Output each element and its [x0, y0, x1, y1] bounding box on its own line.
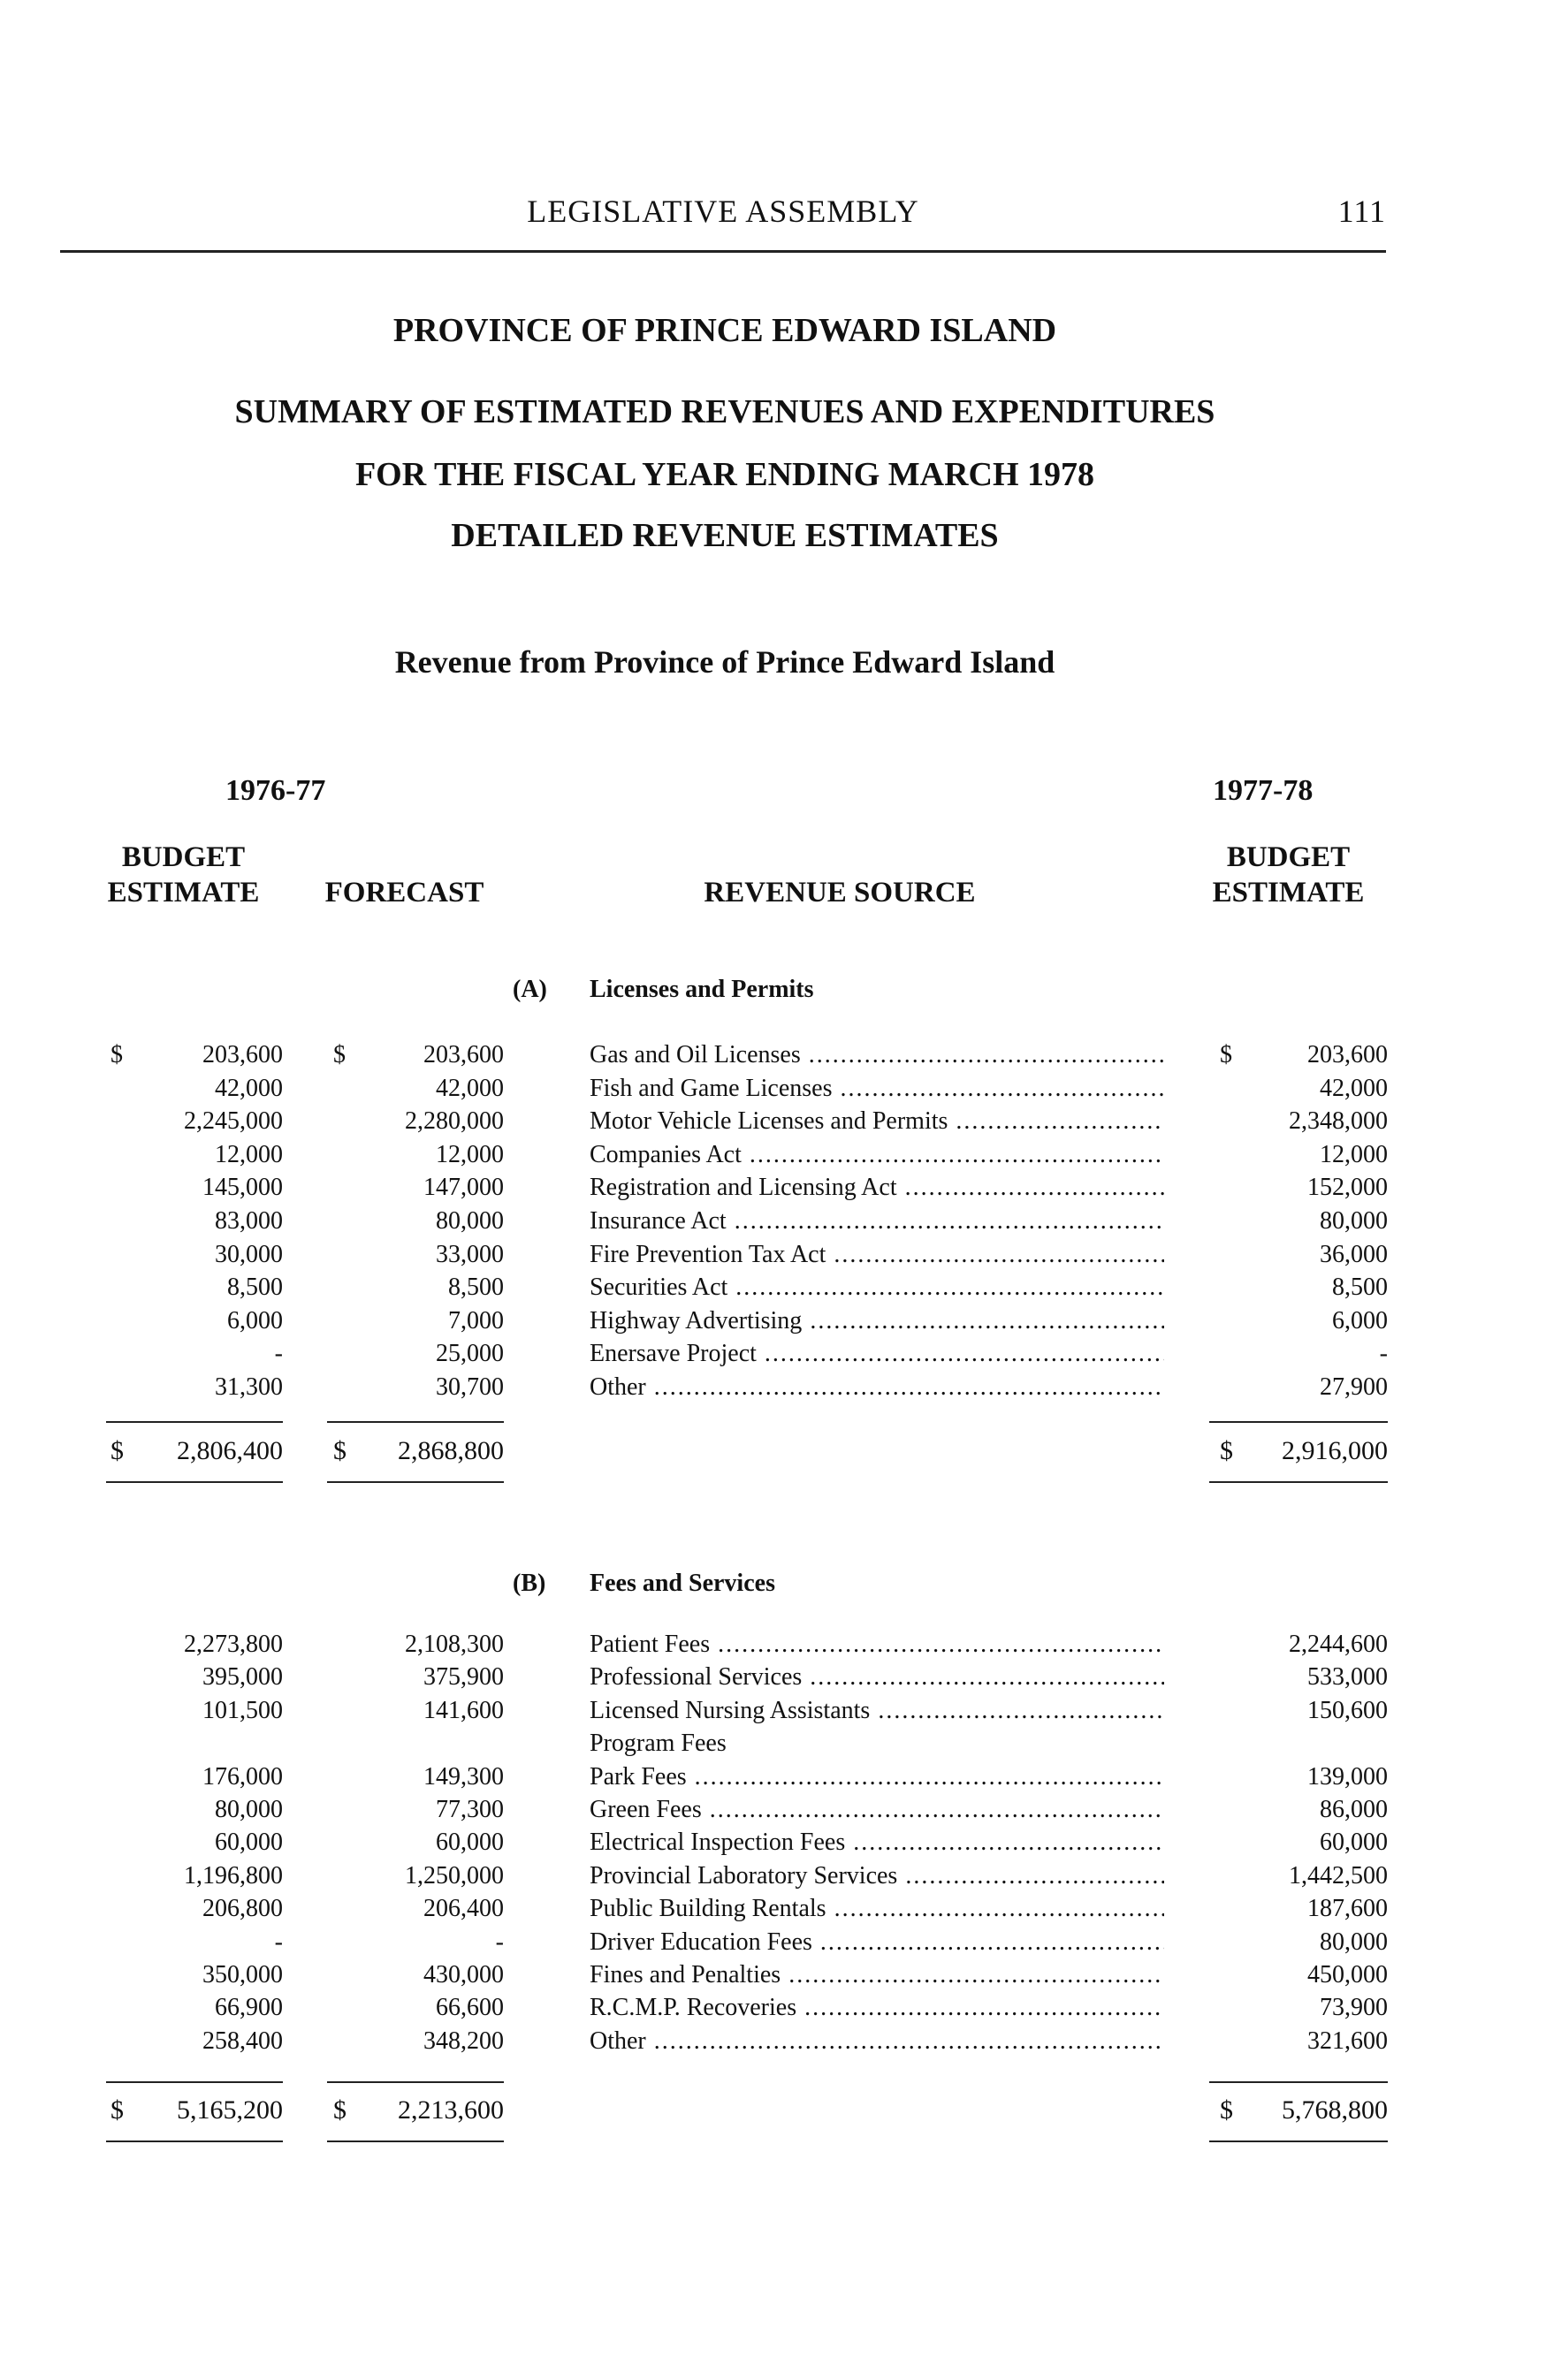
rule-above-total: [327, 1421, 504, 1423]
budget-1977-cell: 187,600: [1307, 1895, 1388, 1923]
section-b-title: Fees and Services: [590, 1570, 775, 1597]
budget-1977-cell: 73,900: [1320, 1994, 1388, 2022]
budget-1976-cell: 395,000: [202, 1663, 283, 1692]
revenue-source-cell: Other .....: [590, 2025, 1164, 2057]
table-row: [0, 1826, 1546, 1859]
table-row: [0, 1371, 1546, 1403]
budget-1976-cell: 350,000: [202, 1961, 283, 1988]
table-row: [0, 1628, 1546, 1661]
budget-1977-cell: -: [1379, 1340, 1388, 1368]
page-number: 111: [1337, 194, 1386, 229]
budget-1976-cell: 203,600: [202, 1041, 283, 1068]
revenue-source-cell: Driver Education Fees .....: [590, 1926, 1164, 1958]
forecast-1976-cell: 206,400: [423, 1895, 504, 1923]
rule-below-total: [106, 2140, 283, 2142]
revenue-source-cell: Green Fees .....: [590, 1793, 1164, 1826]
revenue-source-cell: Highway Advertising .....: [590, 1304, 1164, 1337]
revenue-source-cell: Licensed Nursing Assistants .....: [590, 1694, 1164, 1727]
title-line-1: PROVINCE OF PRINCE EDWARD ISLAND: [392, 312, 1057, 349]
table-row: [0, 1072, 1546, 1105]
revenue-source-cell: Professional Services .....: [590, 1661, 1164, 1693]
rule-below-total: [327, 1481, 504, 1483]
revenue-source-cell: R.C.M.P. Recoveries .....: [590, 1991, 1164, 2024]
table-row: [0, 1793, 1546, 1826]
budget-1977-cell: 86,000: [1320, 1796, 1388, 1823]
table-row: [0, 1205, 1546, 1237]
revenue-source-cell: Enersave Project .....: [590, 1337, 1164, 1370]
table-row: [0, 1271, 1546, 1304]
table-row: [0, 1958, 1546, 1991]
budget-1976-cell: 66,900: [215, 1994, 283, 2022]
forecast-1976-cell: 1,250,000: [405, 1861, 504, 1890]
subtitle: Revenue from Province of Prince Edward Island: [394, 644, 1055, 680]
budget-1977-cell: 450,000: [1307, 1961, 1388, 1988]
budget-1977-cell: 152,000: [1307, 1174, 1388, 1202]
budget-1977-cell: 2,348,000: [1289, 1107, 1388, 1136]
header-estimate-word: ESTIMATE: [107, 877, 260, 909]
forecast-1976-cell: 60,000: [436, 1829, 504, 1857]
budget-1977-cell: 36,000: [1320, 1240, 1388, 1268]
table-row: [0, 1661, 1546, 1693]
revenue-source-cell: Companies Act .....: [590, 1138, 1164, 1171]
budget-1976-cell: 6,000: [227, 1306, 283, 1334]
forecast-1976-cell: 141,600: [423, 1696, 504, 1724]
budget-1977-cell: 150,600: [1307, 1696, 1388, 1724]
budget-1976-cell: 12,000: [215, 1140, 283, 1168]
budget-1977-cell: 6,000: [1332, 1306, 1388, 1334]
header-forecast: FORECAST: [324, 877, 484, 909]
forecast-1976-cell: -: [495, 1928, 504, 1956]
budget-1976-cell: 2,245,000: [184, 1107, 283, 1136]
revenue-source-cell: Public Building Rentals .....: [590, 1892, 1164, 1925]
section-a-total-row: [0, 1433, 1546, 1469]
header-budget-word: BUDGET: [121, 841, 246, 873]
dollar-sign: $: [333, 2095, 347, 2125]
title-line-2: SUMMARY OF ESTIMATED REVENUES AND EXPENDITURES: [234, 393, 1215, 430]
forecast-1976-cell: 348,200: [423, 2026, 504, 2055]
rule-above-total: [106, 2081, 283, 2083]
rule-below-total: [327, 2140, 504, 2142]
revenue-source-cell: Fish and Game Licenses .....: [590, 1072, 1164, 1105]
forecast-1976-cell: 2,108,300: [405, 1631, 504, 1658]
revenue-source-cell: Insurance Act .....: [590, 1205, 1164, 1237]
section-b-label: (B): [513, 1570, 546, 1597]
dollar-sign: $: [1220, 1436, 1233, 1465]
revenue-source-cell: Fines and Penalties .....: [590, 1958, 1164, 1991]
forecast-1976-cell: 7,000: [448, 1306, 504, 1334]
revenue-source-cell: Program Fees: [590, 1730, 727, 1758]
budget-1976-cell: 60,000: [215, 1829, 283, 1857]
table-row: [0, 1760, 1546, 1793]
forecast-1976-cell: 147,000: [423, 1174, 504, 1202]
table-row: [0, 1138, 1546, 1171]
title-line-3: FOR THE FISCAL YEAR ENDING MARCH 1978: [354, 456, 1095, 493]
revenue-source-cell: Gas and Oil Licenses .....: [590, 1038, 1164, 1071]
section-a-title: Licenses and Permits: [590, 976, 814, 1003]
table-row: [0, 1694, 1546, 1727]
dollar-sign: $: [1220, 2095, 1233, 2125]
budget-1977-cell: 8,500: [1332, 1274, 1388, 1302]
table-row: [0, 1038, 1546, 1071]
section-b-total-row: [0, 2093, 1546, 2128]
table-row: [0, 1304, 1546, 1337]
revenue-source-cell: Other .....: [590, 1371, 1164, 1403]
forecast-1976-cell: 42,000: [436, 1074, 504, 1102]
budget-1976-cell: -: [274, 1928, 283, 1956]
revenue-source-cell: Securities Act .....: [590, 1271, 1164, 1304]
dollar-sign: $: [110, 1041, 123, 1068]
header-budget-estimate-1976: [88, 840, 278, 910]
forecast-1976-cell: 80,000: [436, 1207, 504, 1235]
total-budget-1977: 2,916,000: [1282, 1436, 1388, 1465]
table-row: [0, 1105, 1546, 1137]
total-forecast-1976: 2,213,600: [398, 2095, 504, 2125]
budget-1976-cell: 80,000: [215, 1796, 283, 1823]
revenue-source-cell: Fire Prevention Tax Act .....: [590, 1238, 1164, 1271]
forecast-1976-cell: 77,300: [436, 1796, 504, 1823]
budget-1976-cell: 8,500: [227, 1274, 283, 1302]
table-row: [0, 1991, 1546, 2024]
budget-1976-cell: 101,500: [202, 1696, 283, 1724]
budget-1976-cell: 258,400: [202, 2026, 283, 2055]
running-head: [60, 193, 1386, 237]
table-row: [0, 1892, 1546, 1925]
header-budget-estimate-1977: [1189, 840, 1388, 910]
budget-1976-cell: 176,000: [202, 1762, 283, 1791]
rule-below-total: [1209, 1481, 1388, 1483]
total-forecast-1976: 2,868,800: [398, 1436, 504, 1465]
year-current: 1977-78: [1213, 774, 1314, 807]
year-prior: 1976-77: [225, 774, 326, 807]
dollar-sign: $: [110, 1436, 124, 1465]
header-rule: [60, 250, 1386, 253]
table-row: [0, 1171, 1546, 1204]
budget-1977-cell: 27,900: [1320, 1373, 1388, 1401]
running-head-title: LEGISLATIVE ASSEMBLY: [527, 194, 919, 229]
revenue-source-cell: Park Fees .....: [590, 1760, 1164, 1793]
budget-1977-cell: 533,000: [1307, 1663, 1388, 1692]
budget-1976-cell: 83,000: [215, 1207, 283, 1235]
revenue-source-cell: Electrical Inspection Fees .....: [590, 1826, 1164, 1859]
rule-above-total: [1209, 2081, 1388, 2083]
rule-above-total: [106, 1421, 283, 1423]
title-line-4: DETAILED REVENUE ESTIMATES: [451, 517, 999, 554]
forecast-1976-cell: 430,000: [423, 1961, 504, 1988]
table-row: [0, 1238, 1546, 1271]
rule-above-total: [327, 2081, 504, 2083]
budget-1977-cell: 60,000: [1320, 1829, 1388, 1857]
budget-1977-cell: 139,000: [1307, 1762, 1388, 1791]
section-a-label: (A): [513, 976, 547, 1003]
total-budget-1977: 5,768,800: [1282, 2095, 1388, 2125]
header-revenue-source: REVENUE SOURCE: [704, 877, 976, 909]
table-row: [0, 1337, 1546, 1370]
budget-1977-cell: 203,600: [1307, 1041, 1388, 1068]
forecast-1976-cell: 66,600: [436, 1994, 504, 2022]
rule-below-total: [1209, 2140, 1388, 2142]
forecast-1976-cell: 8,500: [448, 1274, 504, 1302]
table-row: [0, 1926, 1546, 1958]
budget-1977-cell: 321,600: [1307, 2026, 1388, 2055]
total-budget-1976: 5,165,200: [177, 2095, 283, 2125]
forecast-1976-cell: 149,300: [423, 1762, 504, 1791]
rule-below-total: [106, 1481, 283, 1483]
budget-1977-cell: 2,244,600: [1289, 1631, 1388, 1658]
revenue-source-cell: Patient Fees .....: [590, 1628, 1164, 1661]
table-row: [0, 1859, 1546, 1892]
dollar-sign: $: [333, 1436, 347, 1465]
budget-1977-cell: 80,000: [1320, 1207, 1388, 1235]
forecast-1976-cell: 30,700: [436, 1373, 504, 1401]
total-budget-1976: 2,806,400: [177, 1436, 283, 1465]
table-row: [0, 2025, 1546, 2057]
budget-1976-cell: -: [274, 1340, 283, 1368]
table-row: [0, 1727, 1546, 1760]
forecast-1976-cell: 2,280,000: [405, 1107, 504, 1136]
dollar-sign: $: [1220, 1041, 1232, 1068]
budget-1977-cell: 80,000: [1320, 1928, 1388, 1956]
budget-1977-cell: 42,000: [1320, 1074, 1388, 1102]
budget-1976-cell: 31,300: [215, 1373, 283, 1401]
budget-1977-cell: 12,000: [1320, 1140, 1388, 1168]
dollar-sign: $: [333, 1041, 346, 1068]
revenue-source-cell: Motor Vehicle Licenses and Permits .....: [590, 1105, 1164, 1137]
forecast-1976-cell: 33,000: [436, 1240, 504, 1268]
forecast-1976-cell: 12,000: [436, 1140, 504, 1168]
budget-1976-cell: 1,196,800: [184, 1861, 283, 1890]
budget-1976-cell: 30,000: [215, 1240, 283, 1268]
forecast-1976-cell: 375,900: [423, 1663, 504, 1692]
budget-1976-cell: 145,000: [202, 1174, 283, 1202]
revenue-source-cell: Provincial Laboratory Services .....: [590, 1859, 1164, 1892]
budget-1976-cell: 206,800: [202, 1895, 283, 1923]
budget-1976-cell: 2,273,800: [184, 1631, 283, 1658]
budget-1977-cell: 1,442,500: [1289, 1861, 1388, 1890]
rule-above-total: [1209, 1421, 1388, 1423]
dollar-sign: $: [110, 2095, 124, 2125]
forecast-1976-cell: 203,600: [423, 1041, 504, 1068]
header-estimate-word: ESTIMATE: [1212, 877, 1365, 909]
revenue-source-cell: Registration and Licensing Act .....: [590, 1171, 1164, 1204]
budget-1976-cell: 42,000: [215, 1074, 283, 1102]
header-budget-word: BUDGET: [1226, 841, 1351, 873]
forecast-1976-cell: 25,000: [436, 1340, 504, 1368]
